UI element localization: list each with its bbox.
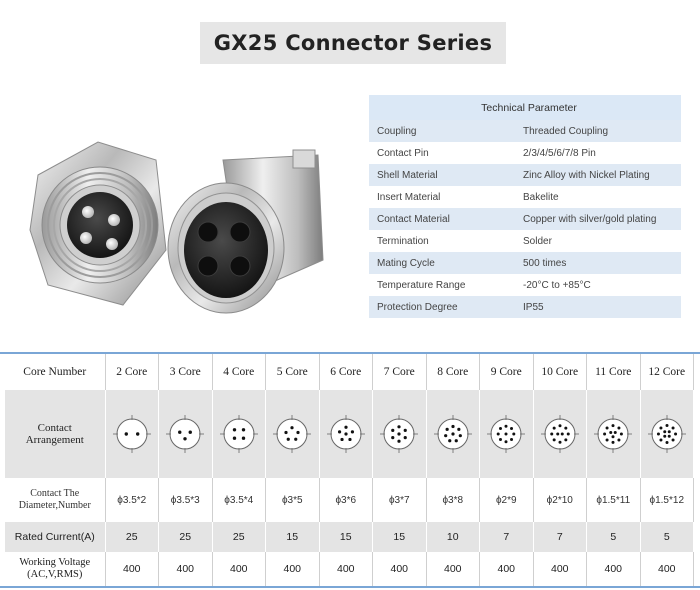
pin-dot — [558, 441, 561, 444]
pin-dot — [552, 438, 555, 441]
pin-dot — [136, 432, 139, 435]
pin-dot — [505, 433, 508, 436]
rated-current-cell: 5 — [587, 522, 641, 552]
tech-row-label: Contact Material — [369, 208, 515, 230]
contact-diameter-label-line2: Diameter,Number — [18, 500, 91, 511]
working-voltage-cell: 400 — [105, 552, 159, 586]
pin-dot — [558, 424, 561, 427]
pin-dot — [233, 437, 236, 440]
pin-layout-diagram — [540, 414, 580, 454]
tech-row-label: Protection Degree — [369, 296, 515, 318]
pin-dot — [391, 436, 394, 439]
pin-dot — [233, 428, 236, 431]
pin-dot — [497, 433, 500, 436]
core-number-row — [5, 354, 694, 390]
tech-row-label: Coupling — [369, 120, 515, 142]
rated-current-cell: 25 — [212, 522, 266, 552]
contact-arrangement-label — [5, 390, 105, 478]
pin-dot — [510, 438, 513, 441]
core-number-cell: 11 Core — [587, 354, 641, 390]
title-banner — [200, 22, 506, 64]
pin-dot — [242, 437, 245, 440]
pin-dot — [610, 431, 613, 434]
tech-row-label: Temperature Range — [369, 274, 515, 296]
rated-current-cell: 25 — [105, 522, 159, 552]
pin-layout-diagram — [112, 414, 152, 454]
connector-photo — [28, 120, 328, 330]
pin-dot — [612, 424, 615, 427]
tech-row — [369, 230, 681, 252]
pin-dot — [618, 438, 621, 441]
pin-layout-ring — [598, 419, 628, 449]
pin-dot — [294, 438, 297, 441]
rated-current-label: Rated Current(A) — [5, 522, 105, 552]
pin-dot — [513, 433, 516, 436]
pin-dot — [338, 430, 341, 433]
pin-dot — [668, 430, 671, 433]
contact-diameter-label-line1: Contact The — [30, 488, 80, 499]
pin-layout-ring — [224, 419, 254, 449]
pin-dot — [458, 434, 461, 437]
pin-layout-diagram — [219, 414, 259, 454]
contact-diameter-cell: ϕ3*8 — [426, 478, 480, 522]
working-voltage-label-line1: Working Voltage — [19, 557, 91, 568]
contact-diameter-cell: ϕ3.5*3 — [159, 478, 213, 522]
pin-dot — [668, 435, 671, 438]
tech-row-label: Contact Pin — [369, 142, 515, 164]
table-bottom-rule — [0, 586, 700, 588]
pin-dot — [564, 427, 567, 430]
pin-dot — [659, 426, 662, 429]
pin-dot — [620, 433, 623, 436]
pin-dot — [663, 435, 666, 438]
rated-current-cell: 15 — [373, 522, 427, 552]
pin-dot — [603, 433, 606, 436]
core-number-cell: 10 Core — [533, 354, 587, 390]
pin-dot — [671, 426, 674, 429]
pin-layout-diagram — [433, 414, 473, 454]
working-voltage-cell: 400 — [319, 552, 373, 586]
tech-row-value: 500 times — [515, 252, 681, 274]
rated-current-cell: 25 — [159, 522, 213, 552]
contact-diameter-cell: ϕ2*10 — [533, 478, 587, 522]
pin-dot — [671, 439, 674, 442]
pin-dot — [242, 428, 245, 431]
contact-diameter-cell: ϕ3*7 — [373, 478, 427, 522]
core-number-cell: 12 Core — [640, 354, 694, 390]
pin-dot — [445, 428, 448, 431]
contact-arrangement-label-line1: Contact — [37, 422, 72, 434]
contact-diameter-cell: ϕ1.5*11 — [587, 478, 641, 522]
pin-dot — [612, 435, 615, 438]
tech-row-value: Copper with silver/gold plating — [515, 208, 681, 230]
core-spec-table — [5, 354, 694, 586]
working-voltage-label-line2: (AC,V,RMS) — [27, 569, 83, 580]
rated-current-cell: 10 — [426, 522, 480, 552]
pin-dot — [505, 440, 508, 443]
contact-arrangement-cell — [159, 390, 213, 478]
pin-dot — [659, 439, 662, 442]
contact-diameter-cell: ϕ3*6 — [319, 478, 373, 522]
pin-dot — [189, 431, 192, 434]
pin-dot — [567, 433, 570, 436]
pin-dot — [561, 433, 564, 436]
tech-row-label: Termination — [369, 230, 515, 252]
pin-dot — [398, 440, 401, 443]
pin-dot — [124, 432, 127, 435]
tech-row-value: Zinc Alloy with Nickel Plating — [515, 164, 681, 186]
core-number-cell: 7 Core — [373, 354, 427, 390]
contact-diameter-label — [5, 478, 105, 522]
working-voltage-cell: 400 — [587, 552, 641, 586]
working-voltage-label — [5, 552, 105, 586]
pin-layout-diagram — [272, 414, 312, 454]
contact-arrangement-cell — [212, 390, 266, 478]
core-number-cell: 9 Core — [480, 354, 534, 390]
core-number-cell: 3 Core — [159, 354, 213, 390]
contact-arrangement-cell — [533, 390, 587, 478]
pin-dot — [454, 439, 457, 442]
tech-row — [369, 274, 681, 296]
pin-dot — [612, 441, 615, 444]
tech-row-value: -20°C to +85°C — [515, 274, 681, 296]
core-number-cell: 2 Core — [105, 354, 159, 390]
contact-arrangement-label-line2: Arrangement — [25, 434, 84, 446]
contact-arrangement-cell — [373, 390, 427, 478]
contact-diameter-cell: ϕ1.5*12 — [640, 478, 694, 522]
pin-dot — [457, 428, 460, 431]
contact-arrangement-cell — [587, 390, 641, 478]
working-voltage-cell: 400 — [266, 552, 320, 586]
contact-diameter-cell: ϕ2*9 — [480, 478, 534, 522]
pin-dot — [404, 436, 407, 439]
rated-current-row — [5, 522, 694, 552]
pin-dot — [564, 438, 567, 441]
working-voltage-cell: 400 — [480, 552, 534, 586]
rated-current-cell: 15 — [319, 522, 373, 552]
working-voltage-cell: 400 — [640, 552, 694, 586]
rated-current-cell: 15 — [266, 522, 320, 552]
pin-layout-ring — [117, 419, 147, 449]
contact-arrangement-cell — [426, 390, 480, 478]
pin-dot — [665, 441, 668, 444]
pin-dot — [614, 431, 617, 434]
pin-dot — [674, 433, 677, 436]
working-voltage-cell: 400 — [373, 552, 427, 586]
pin-dot — [505, 425, 508, 428]
pin-layout-ring — [170, 419, 200, 449]
pin-layout-ring — [652, 419, 682, 449]
tech-row-value: 2/3/4/5/6/7/8 Pin — [515, 142, 681, 164]
pin-layout-diagram — [593, 414, 633, 454]
pin-dot — [287, 438, 290, 441]
tech-row — [369, 164, 681, 186]
pin-dot — [606, 427, 609, 430]
tech-row — [369, 186, 681, 208]
core-number-cell: 5 Core — [266, 354, 320, 390]
contact-arrangement-cell — [319, 390, 373, 478]
pin-dot — [404, 429, 407, 432]
pin-layout-diagram — [647, 414, 687, 454]
working-voltage-cell: 400 — [159, 552, 213, 586]
pin-dot — [556, 433, 559, 436]
contact-diameter-cell: ϕ3.5*4 — [212, 478, 266, 522]
tech-row-value: Threaded Coupling — [515, 120, 681, 142]
pin-dot — [451, 432, 454, 435]
tech-row — [369, 296, 681, 318]
pin-dot — [618, 427, 621, 430]
pin-dot — [391, 429, 394, 432]
core-number-label: Core Number — [5, 354, 105, 390]
pin-dot — [510, 427, 513, 430]
tech-row — [369, 252, 681, 274]
pin-dot — [351, 430, 354, 433]
tech-row-value: Bakelite — [515, 186, 681, 208]
pin-dot — [398, 425, 401, 428]
contact-arrangement-cell — [480, 390, 534, 478]
pin-dot — [657, 433, 660, 436]
pin-dot — [444, 434, 447, 437]
rated-current-cell: 7 — [533, 522, 587, 552]
tech-row-label: Mating Cycle — [369, 252, 515, 274]
contact-arrangement-cell — [640, 390, 694, 478]
pin-layout-diagram — [326, 414, 366, 454]
tech-row — [369, 142, 681, 164]
pin-dot — [552, 427, 555, 430]
contact-arrangement-row — [5, 390, 694, 478]
tech-row-value: IP55 — [515, 296, 681, 318]
contact-arrangement-cell — [105, 390, 159, 478]
pin-dot — [178, 431, 181, 434]
tech-row-label: Insert Material — [369, 186, 515, 208]
contact-diameter-cell: ϕ3*5 — [266, 478, 320, 522]
rated-current-cell: 7 — [480, 522, 534, 552]
pin-dot — [606, 438, 609, 441]
pin-layout-diagram — [165, 414, 205, 454]
core-number-cell: 8 Core — [426, 354, 480, 390]
pin-dot — [291, 426, 294, 429]
pin-dot — [184, 437, 187, 440]
pin-dot — [348, 438, 351, 441]
technical-parameter-header: Technical Parameter — [369, 95, 681, 120]
pin-dot — [285, 431, 288, 434]
core-number-cell: 6 Core — [319, 354, 373, 390]
tech-row-value: Solder — [515, 230, 681, 252]
pin-dot — [451, 425, 454, 428]
page-title: GX25 Connector Series — [213, 31, 493, 55]
tech-row-label: Shell Material — [369, 164, 515, 186]
working-voltage-cell: 400 — [426, 552, 480, 586]
working-voltage-cell: 400 — [212, 552, 266, 586]
contact-arrangement-cell — [266, 390, 320, 478]
contact-diameter-cell: ϕ3.5*2 — [105, 478, 159, 522]
contact-diameter-row — [5, 478, 694, 522]
tech-row — [369, 208, 681, 230]
pin-dot — [398, 432, 401, 435]
pin-dot — [499, 427, 502, 430]
pin-dot — [663, 430, 666, 433]
pin-layout-ring — [545, 419, 575, 449]
tech-row — [369, 120, 681, 142]
pin-dot — [340, 438, 343, 441]
pin-layout-diagram — [379, 414, 419, 454]
pin-dot — [297, 431, 300, 434]
working-voltage-row — [5, 552, 694, 586]
pin-dot — [665, 424, 668, 427]
pin-dot — [344, 432, 347, 435]
technical-parameter-table — [369, 95, 681, 318]
pin-dot — [550, 433, 553, 436]
pin-dot — [448, 439, 451, 442]
pin-layout-ring — [277, 419, 307, 449]
working-voltage-cell: 400 — [533, 552, 587, 586]
pin-layout-diagram — [486, 414, 526, 454]
pin-dot — [499, 438, 502, 441]
core-number-cell: 4 Core — [212, 354, 266, 390]
pin-dot — [344, 426, 347, 429]
rated-current-cell: 5 — [640, 522, 694, 552]
